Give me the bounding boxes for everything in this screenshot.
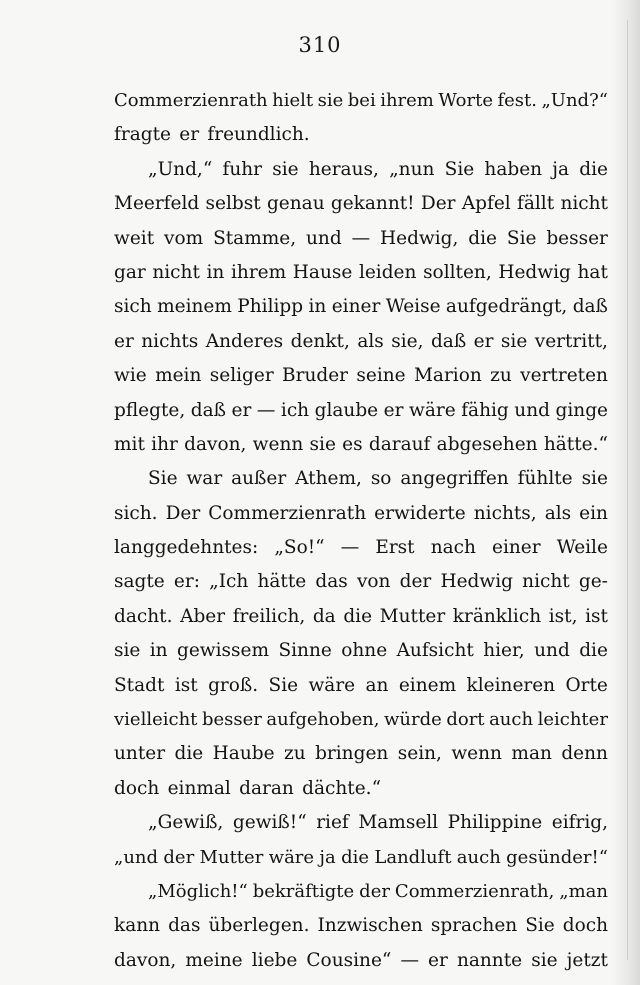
word: freilich, [232, 605, 306, 627]
word: „und [114, 846, 159, 868]
word: sie [500, 330, 528, 352]
word: Commerzienrath [208, 502, 367, 524]
text-line [114, 634, 608, 668]
word: auch [489, 709, 534, 731]
word: sich. [114, 502, 158, 524]
word: pflegte, [114, 399, 186, 421]
body-text [114, 84, 608, 978]
word: als [357, 330, 384, 352]
word: Landluft [374, 846, 452, 868]
text-line [114, 256, 608, 290]
word: ja [552, 158, 570, 180]
word: sie [309, 433, 336, 455]
word: Mamsell [358, 812, 439, 834]
text-line [114, 806, 608, 840]
word: „Ich [209, 571, 249, 593]
word: war [186, 468, 223, 490]
word: sein, [397, 743, 442, 765]
text-line [114, 118, 608, 152]
word: Philippine [447, 812, 543, 834]
text-line [114, 359, 608, 393]
word: kann [114, 915, 161, 937]
word: Sie [525, 915, 555, 937]
word: er [231, 399, 252, 421]
text-line [114, 600, 608, 634]
word: mein [155, 365, 202, 387]
word: ihrem [380, 90, 434, 111]
word: gewissem [177, 640, 270, 662]
word: ge- [578, 571, 608, 593]
word: wäre [268, 846, 315, 868]
word: die [343, 605, 373, 627]
word: fest. [497, 90, 537, 111]
word: angegriffen [400, 468, 509, 490]
word: es [342, 433, 363, 455]
word: nichts, [473, 502, 537, 524]
word: dächte.“ [302, 777, 382, 799]
word: Weile [556, 537, 608, 559]
word: man [511, 743, 552, 765]
word: fragte [114, 124, 171, 146]
text-line [114, 841, 608, 875]
word: Sie [148, 468, 178, 490]
word: vielleicht [114, 709, 198, 731]
word: denn [561, 743, 608, 765]
word: ihrem [230, 261, 287, 283]
word: bekräftigte [252, 880, 355, 902]
word: „Möglich!“ [148, 880, 248, 902]
word: abgesehen [436, 433, 538, 455]
word: kleineren [466, 674, 556, 696]
word: dacht. [114, 605, 173, 627]
text-line [114, 944, 608, 978]
word: ich [280, 399, 310, 421]
word: gar [114, 261, 146, 283]
text-line [114, 497, 608, 531]
word: einer [492, 537, 541, 559]
word: ihr [151, 433, 178, 455]
page-number: 310 [298, 33, 342, 57]
word: Mutter [379, 605, 446, 627]
word: Commerzienrath, [394, 880, 555, 902]
word: gekannt! [330, 193, 415, 215]
word: Bruder [282, 365, 349, 387]
word: wenn [451, 743, 502, 765]
word: groß. [208, 674, 259, 696]
word: zu [490, 365, 512, 387]
word: wäre [409, 399, 456, 421]
word: kränklich [452, 605, 542, 627]
text-line [114, 531, 608, 565]
word: Mutter [199, 846, 264, 868]
word: ja [319, 846, 336, 868]
word: Hause [292, 261, 353, 283]
word: nicht [560, 193, 608, 215]
word: freundlich. [207, 124, 310, 146]
word: die [341, 846, 370, 868]
word: fällt [517, 193, 555, 215]
word: Hedwig [440, 571, 513, 593]
word: weit [114, 227, 155, 249]
word: wie [114, 365, 147, 387]
word: Orte [565, 674, 608, 696]
word: Marion [413, 365, 482, 387]
word: er [114, 330, 134, 352]
word: sollten, [423, 261, 492, 283]
word: Athem, [295, 468, 362, 490]
word: nannte [456, 949, 523, 971]
word: außer [231, 468, 287, 490]
word: „Und?“ [541, 90, 608, 111]
word: er [428, 949, 448, 971]
word: hätte [257, 571, 307, 593]
word: leichter [537, 709, 608, 731]
word: auch [456, 846, 501, 868]
word: er [473, 330, 494, 352]
word: eifrig, [551, 812, 608, 834]
word: Aufsicht [396, 640, 474, 662]
word: ginge [555, 399, 608, 421]
word: „Und,“ [148, 158, 213, 180]
word: daß [430, 330, 467, 352]
word: davon, [114, 949, 177, 971]
word: daß [572, 296, 608, 318]
word: als [544, 502, 572, 524]
word: nicht [522, 571, 570, 593]
word: die [579, 640, 608, 662]
word: der [399, 571, 432, 593]
word: er [383, 399, 404, 421]
word: — [351, 227, 371, 249]
word: die [579, 158, 608, 180]
word: Weise [385, 296, 441, 318]
word: besser [546, 227, 608, 249]
word: bringen [315, 743, 389, 765]
word: gewiß!“ [232, 812, 307, 834]
word: Anderes [205, 330, 284, 352]
word: nicht [152, 261, 200, 283]
text-line [114, 669, 608, 703]
scan-edge-line [627, 20, 628, 960]
word: sich [114, 296, 152, 318]
word: er [179, 124, 200, 146]
word: Commerzienrath [114, 90, 268, 111]
word: ist [174, 674, 198, 696]
word: aufgedrängt, [445, 296, 568, 318]
text-line [114, 565, 608, 599]
word: er: [173, 571, 200, 593]
text-line [114, 909, 608, 943]
word: vertritt, [534, 330, 608, 352]
word: hat [577, 261, 608, 283]
word: Stamme, [213, 227, 297, 249]
word: das [315, 571, 348, 593]
text-line [114, 325, 608, 359]
word: liebe [251, 949, 298, 971]
word: heraus, [308, 158, 379, 180]
word: nichts [141, 330, 199, 352]
word: bei [347, 90, 376, 111]
word: seine [356, 365, 406, 387]
word: Apfel [461, 193, 511, 215]
word: Der [165, 502, 201, 524]
word: Sie [444, 158, 475, 180]
word: überlegen. [208, 915, 310, 937]
word: hier, [483, 640, 525, 662]
word: Sie [506, 227, 537, 249]
word: nach [430, 537, 476, 559]
word: — [340, 537, 360, 559]
word: Sinne [278, 640, 332, 662]
word: denkt, [290, 330, 350, 352]
word: aufgehoben, [266, 709, 380, 731]
text-line [114, 462, 608, 496]
word: mit [114, 433, 145, 455]
word: wenn [252, 433, 304, 455]
text-line [114, 222, 608, 256]
word: das [168, 915, 201, 937]
word: die [468, 227, 497, 249]
word: doch [562, 915, 608, 937]
word: besser [201, 709, 262, 731]
word: zu [283, 743, 306, 765]
word: hätte.“ [543, 433, 608, 455]
word: sie [114, 640, 141, 662]
word: dort [446, 709, 485, 731]
word: „man [559, 880, 608, 902]
word: und [514, 399, 550, 421]
word: in [206, 261, 225, 283]
word: sie [317, 90, 344, 111]
word: genau [266, 193, 325, 215]
word: sie [272, 158, 299, 180]
word: in [308, 296, 327, 318]
word: — [400, 949, 419, 971]
word: sagte [114, 571, 165, 593]
scan-edge-shadow [610, 0, 640, 985]
word: unter [114, 743, 166, 765]
text-line [114, 428, 608, 462]
word: Aber [180, 605, 226, 627]
word: selbst [205, 193, 261, 215]
word: sie [531, 949, 558, 971]
word: rief [316, 812, 349, 834]
word: Stadt [114, 674, 165, 696]
word: von [356, 571, 391, 593]
word: Hedwig [498, 261, 571, 283]
word: und [306, 227, 342, 249]
word: fähig [461, 399, 509, 421]
word: hielt [272, 90, 314, 111]
text-line [114, 84, 608, 118]
word: Philipp [237, 296, 304, 318]
word: jetzt [566, 949, 608, 971]
word: haben [484, 158, 543, 180]
word: einmal [167, 777, 231, 799]
word: daß [190, 399, 227, 421]
word: da [312, 605, 336, 627]
word: Der [420, 193, 456, 215]
text-line [114, 153, 608, 187]
word: einem [398, 674, 457, 696]
word: Meerfeld [114, 193, 200, 215]
text-line [114, 737, 608, 771]
word: daran [239, 777, 294, 799]
word: würde [384, 709, 442, 731]
text-line [114, 772, 608, 806]
word: und [534, 640, 570, 662]
word: langgedehntes: [114, 537, 259, 559]
word: fuhr [222, 158, 263, 180]
word: gesünder!“ [506, 846, 608, 868]
word: fühlte [517, 468, 573, 490]
word: ein [579, 502, 608, 524]
word: erwiderte [374, 502, 466, 524]
word: in [149, 640, 168, 662]
word: davon, [184, 433, 247, 455]
word: Erst [375, 537, 415, 559]
word: meine [185, 949, 243, 971]
text-line [114, 394, 608, 428]
word: vom [164, 227, 204, 249]
word: sie, [391, 330, 424, 352]
word: glaube [314, 399, 379, 421]
word: „So!“ [274, 537, 325, 559]
word: die [174, 743, 204, 765]
word: doch [114, 777, 160, 799]
word: ist [585, 605, 608, 627]
word: einer [331, 296, 381, 318]
word: meinem [157, 296, 232, 318]
word: sprachen [430, 915, 518, 937]
word: ist, [548, 605, 578, 627]
text-line [114, 875, 608, 909]
text-line [114, 187, 608, 221]
word: Inzwischen [317, 915, 423, 937]
text-line [114, 703, 608, 737]
word: vertreten [520, 365, 608, 387]
word: darauf [368, 433, 431, 455]
word: sie [581, 468, 608, 490]
word: Cousine“ [306, 949, 392, 971]
word: ohne [341, 640, 388, 662]
word: wäre [308, 674, 356, 696]
word: Haube [212, 743, 275, 765]
word: „Gewiß, [148, 812, 224, 834]
word: so [370, 468, 392, 490]
word: — [256, 399, 276, 421]
text-line [114, 290, 608, 324]
word: seliger [209, 365, 274, 387]
word: Sie [268, 674, 299, 696]
word: Worte [438, 90, 493, 111]
word: „nun [389, 158, 435, 180]
word: Hedwig, [379, 227, 459, 249]
word: leiden [358, 261, 417, 283]
word: der [359, 880, 390, 902]
word: der [163, 846, 195, 868]
word: an [365, 674, 389, 696]
